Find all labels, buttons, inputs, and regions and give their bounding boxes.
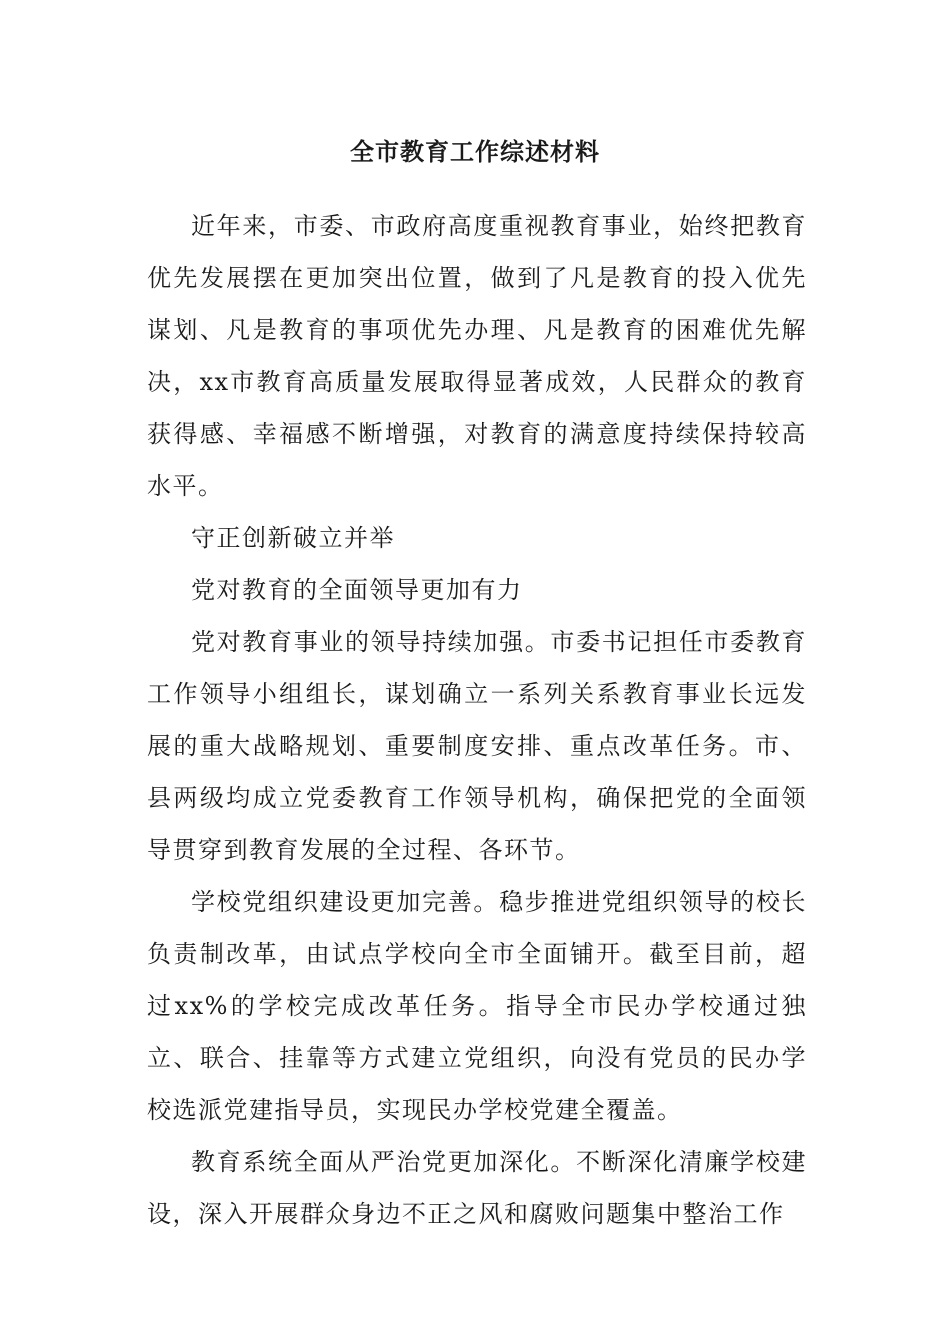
paragraph-intro: 近年来，市委、市政府高度重视教育事业，始终把教育优先发展摆在更加突出位置，做到了凡是教育的投入优先谋划、凡是教育的事项优先办理、凡是教育的困难优先解决，xx市教育高质量发展取得显著成效，人民群众的教育获得感、幸福感不断增强，对教育的满意度持续保持较高水平。: [147, 212, 807, 500]
paragraph-school-party-building: 学校党组织建设更加完善。稳步推进党组织领导的校长负责制改革，由试点学校向全市全面铺开。截至目前，超过xx%的学校完成改革任务。指导全市民办学校通过独立、联合、挂靠等方式建立党组织，向没有党员的民办学校选派党建指导员，实现民办学校党建全覆盖。: [147, 888, 807, 1124]
subsection-heading: 党对教育的全面领导更加有力: [191, 576, 523, 604]
document-body: [147, 200, 807, 1240]
section-heading: 守正创新破立并举: [191, 524, 395, 552]
document-title: 全市教育工作综述材料: [350, 137, 600, 166]
paragraph-party-leadership: 党对教育事业的领导持续加强。市委书记担任市委教育工作领导小组组长，谋划确立一系列关系教育事业长远发展的重大战略规划、重要制度安排、重点改革任务。市、县两级均成立党委教育工作领导机构，确保把党的全面领导贯穿到教育发展的全过程、各环节。: [147, 628, 807, 864]
paragraph-strict-governance: 教育系统全面从严治党更加深化。不断深化清廉学校建设，深入开展群众身边不正之风和腐败问题集中整治工作: [147, 1148, 807, 1228]
